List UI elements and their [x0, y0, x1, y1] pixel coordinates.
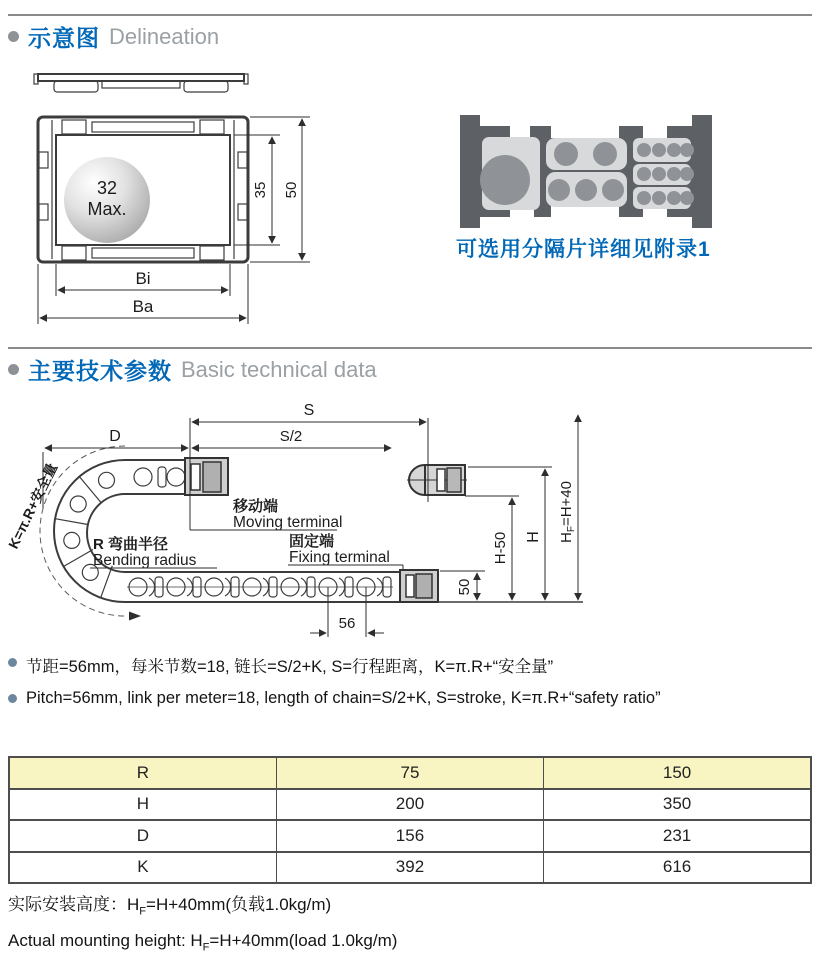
table-row [9, 789, 811, 821]
section-divider-top [8, 14, 812, 16]
section-divider-middle [8, 347, 812, 349]
bullet-icon [8, 364, 19, 375]
table-cell: 392 [276, 852, 543, 884]
cable-chain-diagram [5, 390, 655, 648]
table-header-row [9, 757, 811, 789]
dim-h50-label: H-50 [492, 531, 509, 565]
section-title-zh: 主要技术参数 [28, 358, 172, 384]
moving-terminal-block [185, 458, 228, 495]
moving-terminal-label-zh: 移动端 [233, 498, 279, 515]
section-title-en: Delineation [109, 23, 220, 49]
table-cell: 150 [544, 757, 811, 789]
bullet-icon [8, 694, 17, 703]
dim-50-label: 50 [283, 181, 300, 199]
note-line-en [8, 689, 661, 708]
note-text: 节距=56mm，每米节数=18, 链长=S/2+K, S=行程距离，K=π.R+“安全量” [26, 658, 554, 676]
table-cell: 231 [544, 820, 811, 852]
sphere-max-label: Max. [87, 199, 127, 219]
moving-terminal-label-en: Moving terminal [233, 514, 343, 531]
mounting-height-note [8, 890, 397, 960]
dim-d-label: D [109, 428, 121, 445]
table-row [9, 852, 811, 884]
dim-50-label: 50 [456, 578, 473, 596]
table-cell: 200 [276, 789, 543, 821]
mounting-height-zh: 实际安装高度：$H_F=H+40mm$(负载1.0kg/m) [8, 895, 332, 918]
note-text: Pitch=56mm, link per meter=18, length of chain=S/2+K, S=stroke, K=π.R+“safety ratio” [26, 689, 661, 707]
bending-radius-label-zh: R 弯曲半径 [93, 536, 169, 553]
sphere-diameter-label: 32 [96, 178, 118, 198]
table-cell: 616 [544, 852, 811, 884]
dim-s2-label: S/2 [279, 428, 303, 445]
technical-data-table [8, 756, 812, 884]
section-title-en: Basic technical data [181, 356, 377, 382]
dim-bi-label: Bi [135, 269, 151, 288]
section-title-zh: 示意图 [28, 25, 100, 51]
table-cell: 75 [276, 757, 543, 789]
table-cell: K [9, 852, 276, 884]
fixing-terminal-label-zh: 固定端 [289, 533, 335, 550]
separator-compartments [480, 137, 694, 210]
dim-hf-label: $H_F=H+40$ [558, 481, 577, 543]
dim-s-label: S [303, 402, 315, 419]
note-line-zh [8, 653, 553, 677]
table-cell: H [9, 789, 276, 821]
table-row [9, 820, 811, 852]
mounting-height-en: Actual mounting height: $H_F=H+40mm(load$ 1.0kg/m) [8, 931, 398, 954]
bullet-icon [8, 31, 19, 42]
max-cable-sphere [64, 157, 150, 243]
cross-section-drawing [8, 60, 330, 336]
table-cell: D [9, 820, 276, 852]
section-header-technical [8, 353, 377, 386]
separator-caption: 可选用分隔片详细见附录1 [456, 238, 711, 261]
bending-radius-label-en: Bending radius [93, 552, 197, 569]
separator-options-illustration [455, 110, 717, 232]
fixing-terminal-block [400, 570, 438, 602]
table-cell: R [9, 757, 276, 789]
detached-terminal-block [407, 465, 467, 495]
k-formula-label: K=π.R+安全量 [5, 460, 61, 552]
dim-56-label: 56 [338, 615, 356, 632]
chain-links-bottom [127, 577, 393, 597]
lid-profile [34, 74, 248, 92]
dim-35-label: 35 [252, 181, 269, 199]
dim-ba-label: Ba [132, 297, 154, 316]
table-cell: 156 [276, 820, 543, 852]
bullet-icon [8, 658, 17, 667]
dim-h-label: H [525, 531, 542, 543]
table-cell: 350 [544, 789, 811, 821]
fixing-terminal-label-en: Fixing terminal [289, 549, 390, 566]
section-header-delineation [8, 20, 219, 53]
